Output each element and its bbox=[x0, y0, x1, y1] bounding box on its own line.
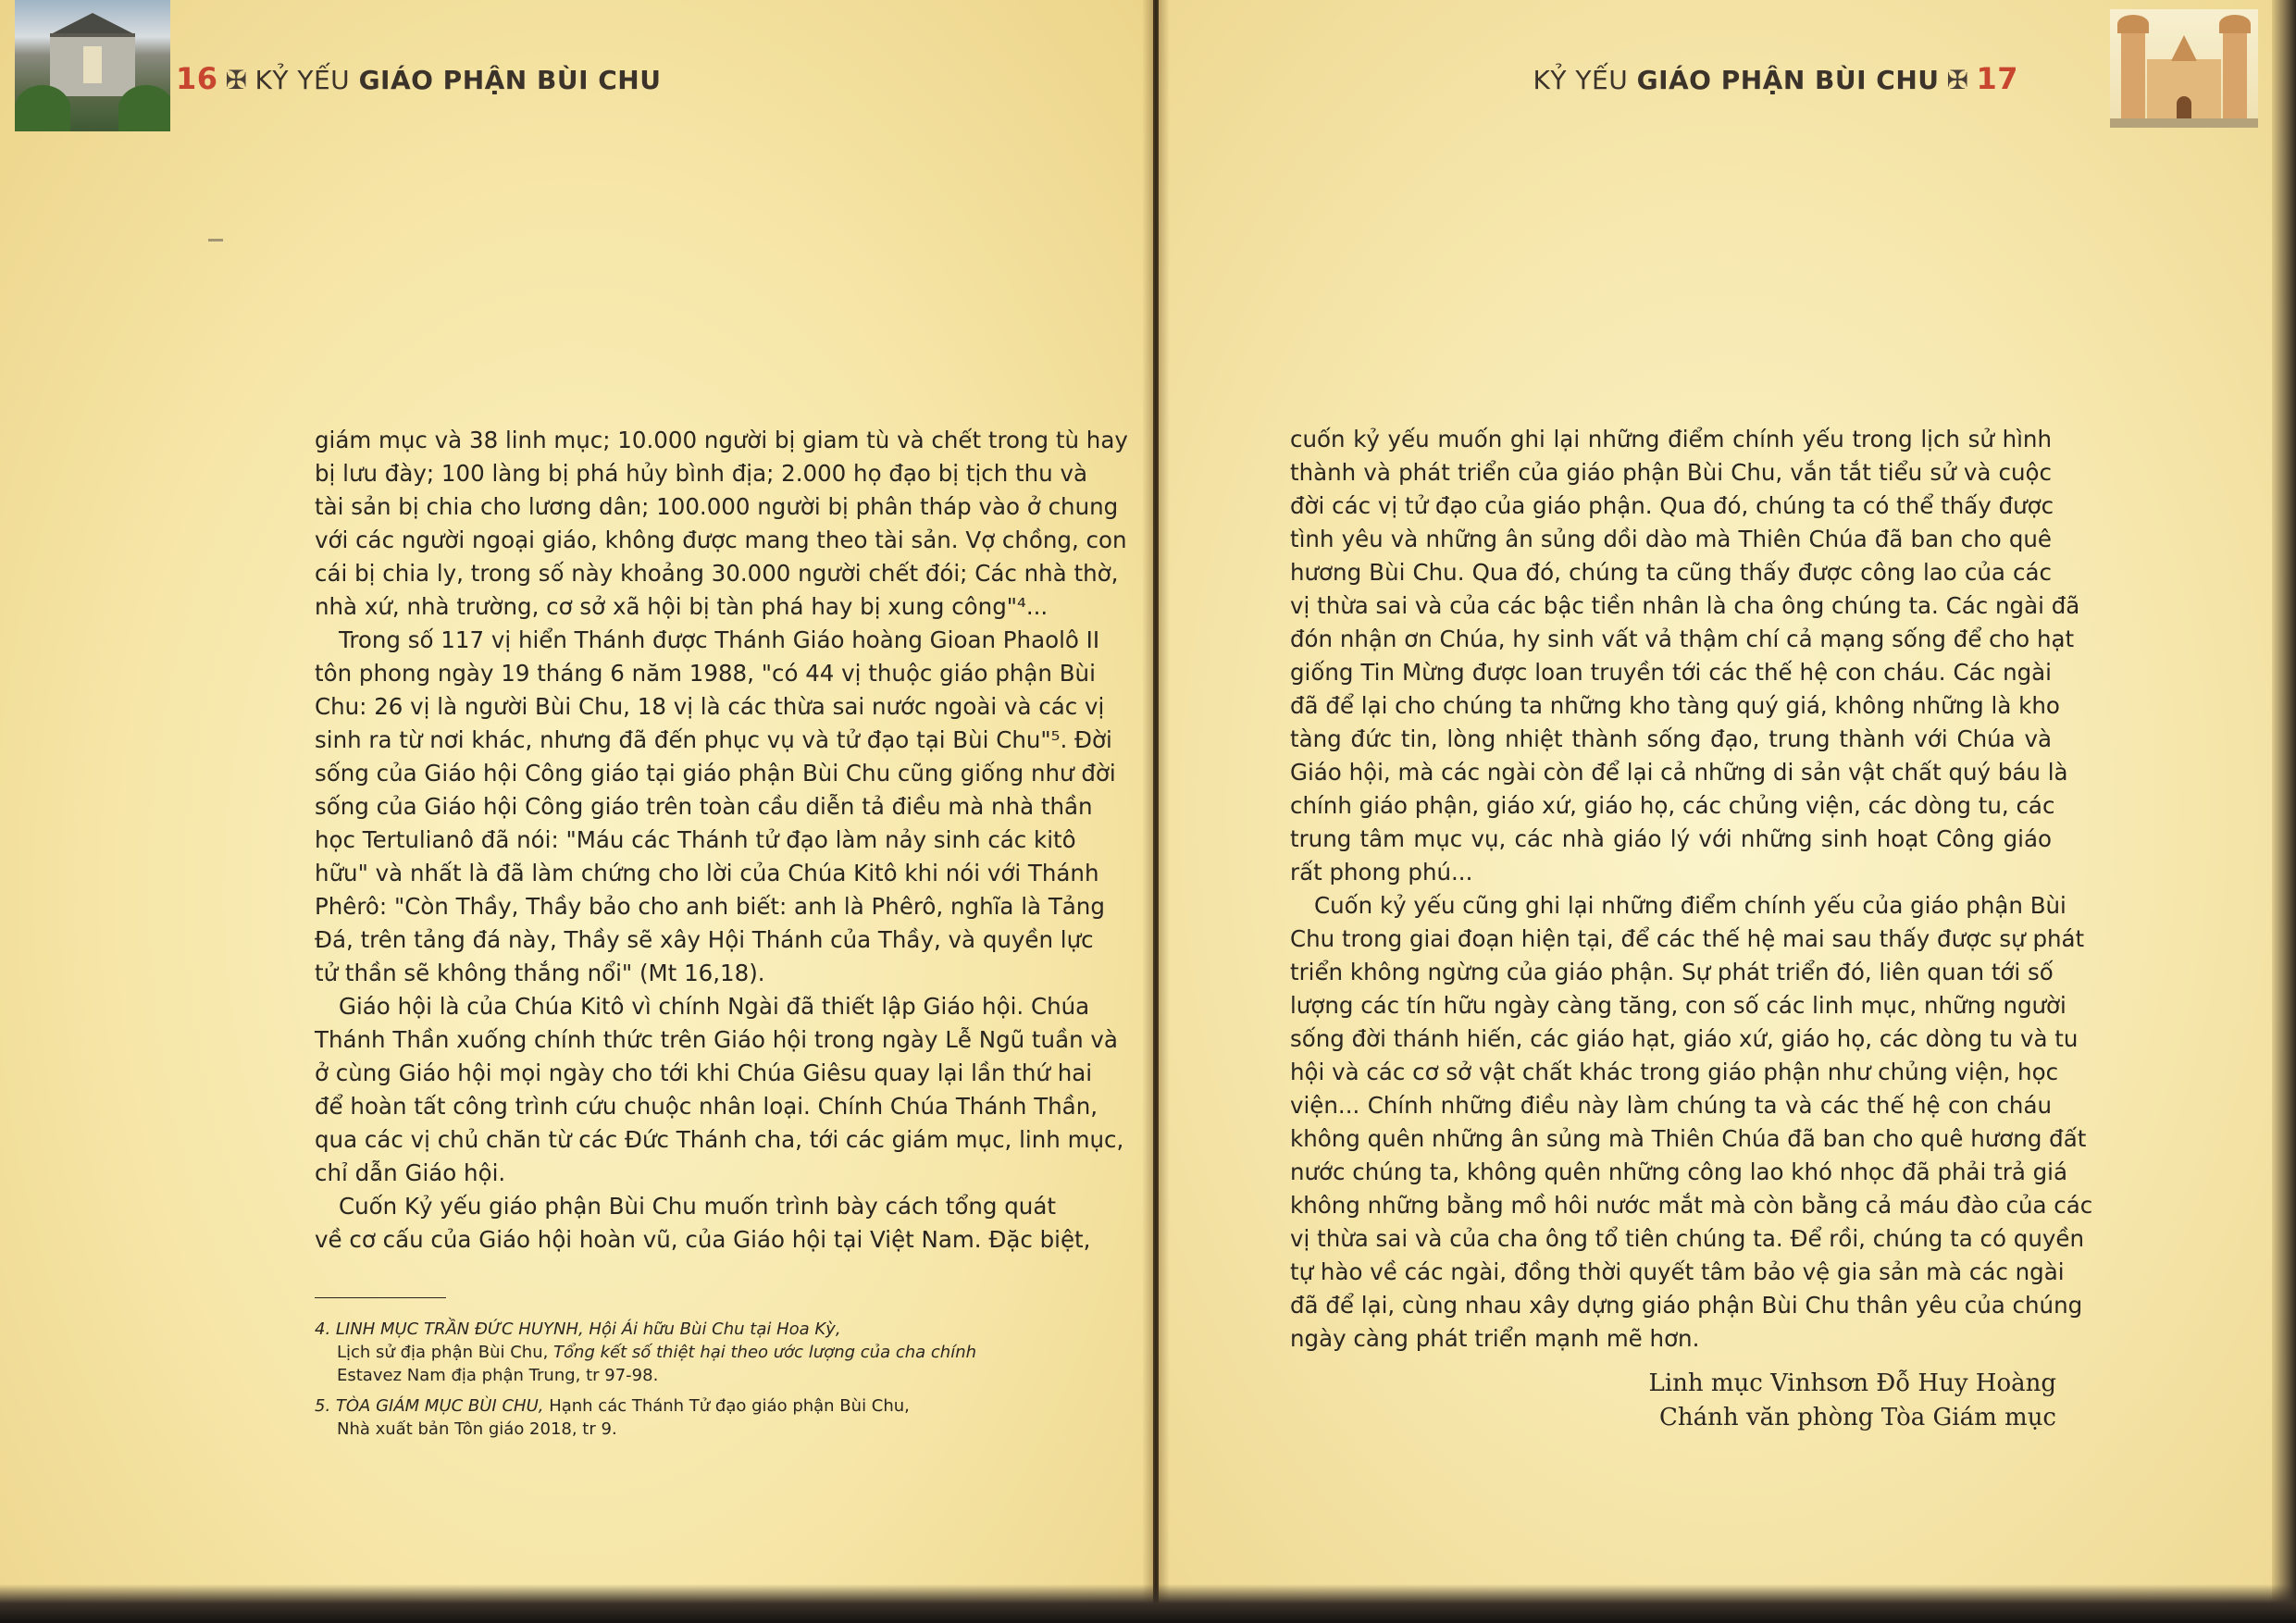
page-edge-bottom bbox=[0, 1584, 2296, 1623]
text-line: tình yêu và những ân sủng dồi dào mà Thiên Chúa đã ban cho quê bbox=[1290, 526, 2052, 552]
signature-name: Linh mục Vinhsơn Đỗ Huy Hoàng bbox=[1648, 1369, 2056, 1397]
text-line: Chu: 26 vị là người Bùi Chu, 18 vị là các thừa sai nước ngoài và các vị bbox=[315, 693, 1105, 720]
text-line: Phêrô: "Còn Thầy, Thầy bảo cho anh biết: anh là Phêrô, nghĩa là Tảng bbox=[315, 893, 1105, 920]
photo-tower-shape bbox=[2121, 31, 2145, 120]
text-line: bị lưu đày; 100 làng bị phá hủy bình địa; 2.000 họ đạo bị tịch thu và bbox=[315, 460, 1088, 487]
header-photo-cathedral bbox=[2110, 9, 2258, 128]
text-line: trung tâm mục vụ, các nhà giáo lý với những sinh hoạt Công giáo bbox=[1290, 825, 2052, 852]
text-line: tàng đức tin, lòng nhiệt thành sống đạo, trung thành với Chúa và bbox=[1290, 725, 2052, 752]
text-line: hữu" và nhất là đã làm chứng cho lời của Chúa Kitô khi nói với Thánh bbox=[315, 860, 1099, 886]
text-line: Trong số 117 vị hiển Thánh được Thánh Giáo hoàng Gioan Phaolô II bbox=[339, 626, 1100, 653]
right-page bbox=[1159, 0, 2296, 1623]
header-photo-building bbox=[15, 0, 170, 131]
running-head-right bbox=[1533, 61, 2018, 96]
text-line: hội và các cơ sở vật chất khác trong giáo phận như chủng viện, học bbox=[1290, 1059, 2059, 1085]
running-head-title: GIÁO PHẬN BÙI CHU bbox=[1636, 65, 1940, 95]
text-line: rất phong phú... bbox=[1290, 859, 1473, 886]
cross-icon: ✠ bbox=[225, 65, 248, 95]
running-head-left bbox=[176, 61, 661, 96]
text-line: sống đời thánh hiến, các giáo hạt, giáo xứ, giáo họ, các dòng tu và tu bbox=[1290, 1025, 2079, 1052]
text-line: qua các vị chủ chăn từ các Đức Thánh cha, tới các giám mục, linh mục, bbox=[315, 1126, 1124, 1153]
text-line: nước chúng ta, không quên những công lao khó nhọc đã phải trả giá bbox=[1290, 1158, 2067, 1185]
footnote-rule bbox=[315, 1297, 446, 1298]
text-line: giám mục và 38 linh mục; 10.000 người bị giam tù và chết trong tù hay bbox=[315, 427, 1128, 453]
text-line: sống của Giáo hội Công giáo trên toàn cầu diễn tả điều mà nhà thần bbox=[315, 793, 1093, 820]
footnotes bbox=[315, 1318, 1018, 1441]
text-line: Đá, trên tảng đá này, Thầy sẽ xây Hội Thánh của Thầy, và quyền lực bbox=[315, 926, 1094, 953]
text-line: tài sản bị chia cho lương dân; 100.000 người bị phân tháp vào ở chung bbox=[315, 493, 1119, 520]
photo-tree-shape bbox=[118, 85, 170, 131]
text-line: đã để lại cho chúng ta những kho tàng quý giá, không những là kho bbox=[1290, 692, 2060, 719]
text-line: Cuốn Kỷ yếu giáo phận Bùi Chu muốn trình bày cách tổng quát bbox=[339, 1193, 1056, 1220]
running-head-prefix: KỶ YẾU bbox=[1533, 65, 1637, 95]
text-line: không những bằng mồ hôi nước mắt mà còn bằng cả máu đào của các bbox=[1290, 1192, 2093, 1219]
text-line: ngày càng phát triển mạnh mẽ hơn. bbox=[1290, 1325, 1700, 1352]
footnote-5: Hạnh các Thánh Tử đạo giáo phận Bùi Chu, bbox=[549, 1396, 910, 1416]
text-line: lượng các tín hữu ngày càng tăng, con số các linh mục, những người bbox=[1290, 992, 2066, 1019]
text-line: chỉ dẫn Giáo hội. bbox=[315, 1159, 506, 1186]
text-line: Cuốn kỷ yếu cũng ghi lại những điểm chính yếu của giáo phận Bùi bbox=[1314, 892, 2066, 919]
text-line: triển không ngừng của giáo phận. Sự phát triển đó, liên quan tới số bbox=[1290, 959, 2054, 985]
text-line: Giáo hội, mà các ngài còn để lại cả những di sản vật chất quý báu là bbox=[1290, 759, 2068, 786]
text-line: Giáo hội là của Chúa Kitô vì chính Ngài đã thiết lập Giáo hội. Chúa bbox=[339, 993, 1090, 1020]
text-line: Chu trong giai đoạn hiện tại, để các thế hệ mai sau thấy được sự phát bbox=[1290, 925, 2085, 952]
text-line: tử thần sẽ không thắng nổi" (Mt 16,18). bbox=[315, 960, 765, 986]
text-line: cái bị chia ly, trong số này khoảng 30.000 người chết đói; Các nhà thờ, bbox=[315, 560, 1119, 587]
page-edge-right bbox=[2272, 0, 2296, 1623]
text-line: nhà xứ, nhà trường, cơ sở xã hội bị tàn phá hay bị xung công"⁴... bbox=[315, 593, 1049, 620]
text-line: đã để lại, cùng nhau xây dựng giáo phận Bùi Chu thân yêu của chúng bbox=[1290, 1292, 2083, 1319]
book-gutter bbox=[1142, 0, 1170, 1623]
text-line: viện... Chính những điều này làm chúng ta và các thế hệ con cháu bbox=[1290, 1092, 2052, 1119]
paper-mark bbox=[208, 239, 223, 242]
text-line: tự hào về các ngài, đồng thời quyết tâm bảo vệ gia sản mà các ngài bbox=[1290, 1258, 2065, 1285]
running-head-title: GIÁO PHẬN BÙI CHU bbox=[358, 65, 662, 95]
photo-roof-shape bbox=[43, 13, 143, 33]
cross-icon: ✠ bbox=[1946, 65, 1969, 95]
photo-building-shape bbox=[50, 33, 135, 96]
footnote-5-end: Nhà xuất bản Tôn giáo 2018, tr 9. bbox=[337, 1419, 617, 1439]
text-line: không quên những ân sủng mà Thiên Chúa đã ban cho quê hương đất bbox=[1290, 1125, 2087, 1152]
text-line: cuốn kỷ yếu muốn ghi lại những điểm chính yếu trong lịch sử hình bbox=[1290, 426, 2052, 452]
text-line: học Tertulianô đã nói: "Máu các Thánh tử đạo làm nảy sinh các kitô bbox=[315, 826, 1076, 853]
page-number: 17 bbox=[1976, 61, 2018, 96]
text-line: sống của Giáo hội Công giáo tại giáo phận Bùi Chu cũng giống như đời bbox=[315, 760, 1116, 787]
text-line: thành và phát triển của giáo phận Bùi Chu, vắn tắt tiểu sử và cuộc bbox=[1290, 459, 2052, 486]
text-line: hương Bùi Chu. Qua đó, chúng ta cũng thấy được công lao của các bbox=[1290, 559, 2052, 586]
text-line: vị thừa sai và của các bậc tiền nhân là cha ông chúng ta. Các ngài đã bbox=[1290, 592, 2080, 619]
footnote-4: 4. LINH MỤC TRẦN ĐỨC HUYNH, Hội Ái hữu Bùi Chu tại Hoa Kỳ, bbox=[315, 1319, 841, 1339]
text-line: Thánh Thần xuống chính thức trên Giáo hội trong ngày Lễ Ngũ tuần và bbox=[315, 1026, 1118, 1053]
footnote-4-text: Lịch sử địa phận Bùi Chu, bbox=[337, 1343, 554, 1362]
photo-ground bbox=[2110, 118, 2258, 128]
footnote-4-italic: Tổng kết số thiệt hại theo ước lượng của cha chính bbox=[553, 1343, 977, 1362]
text-line: để hoàn tất công trình cứu chuộc nhân loại. Chính Chúa Thánh Thần, bbox=[315, 1093, 1098, 1120]
text-line: đời các vị tử đạo của giáo phận. Qua đó, chúng ta có thể thấy được bbox=[1290, 492, 2054, 519]
text-line: với các người ngoại giáo, không được mang theo tài sản. Vợ chồng, con bbox=[315, 527, 1127, 553]
text-line: ở cùng Giáo hội mọi ngày cho tới khi Chúa Giêsu quay lại lần thứ hai bbox=[315, 1059, 1093, 1086]
running-head-prefix: KỶ YẾU bbox=[254, 65, 359, 95]
text-line: đón nhận ơn Chúa, hy sinh vất vả thậm chí cả mạng sống để cho hạt bbox=[1290, 626, 2075, 652]
footnote-4-end: Estavez Nam địa phận Trung, tr 97-98. bbox=[337, 1366, 659, 1385]
text-line: vị thừa sai và của cha ông tổ tiên chúng ta. Để rồi, chúng ta có quyền bbox=[1290, 1225, 2084, 1252]
left-body-text bbox=[315, 424, 1128, 1257]
photo-tower-shape bbox=[2223, 31, 2247, 120]
signature-role: Chánh văn phòng Tòa Giám mục bbox=[1658, 1404, 2056, 1431]
photo-tree-shape bbox=[15, 85, 70, 131]
text-line: sinh ra từ nơi khác, nhưng đã đến phục vụ và tử đạo tại Bùi Chu"⁵. Đời bbox=[315, 726, 1112, 753]
page-number: 16 bbox=[176, 61, 218, 96]
footnote-5-italic: 5. TÒA GIÁM MỤC BÙI CHU, bbox=[315, 1396, 550, 1416]
text-line: chính giáo phận, giáo xứ, giáo họ, các chủng viện, các dòng tu, các bbox=[1290, 792, 2055, 819]
text-line: tôn phong ngày 19 tháng 6 năm 1988, "có 44 vị thuộc giáo phận Bùi bbox=[315, 660, 1096, 687]
right-body-text bbox=[1290, 423, 2093, 1356]
photo-door-shape bbox=[2177, 96, 2191, 120]
text-line: giống Tin Mừng được loan truyền tới các thế hệ con cháu. Các ngài bbox=[1290, 659, 2052, 686]
text-line: về cơ cấu của Giáo hội hoàn vũ, của Giáo hội tại Việt Nam. Đặc biệt, bbox=[315, 1226, 1091, 1253]
